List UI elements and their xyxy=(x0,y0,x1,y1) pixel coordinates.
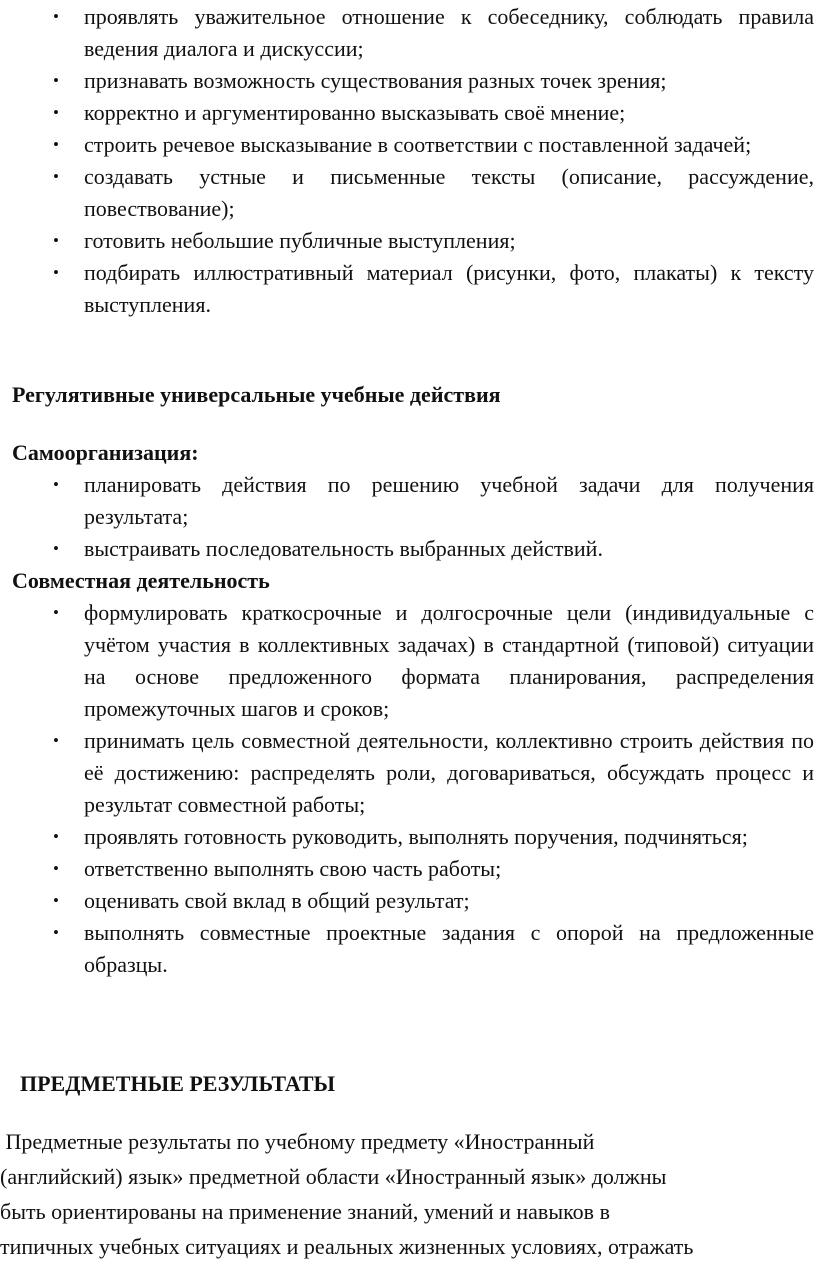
list-item: • признавать возможность существования разных точек зрения; xyxy=(0,65,816,97)
joint-activity-list xyxy=(0,597,816,981)
self-organization-list xyxy=(0,469,816,565)
paragraph-line: (английский) язык» предметной области «Иностранный язык» должны xyxy=(0,1164,667,1189)
list-item: • выполнять совместные проектные задания с опорой на предложенные образцы. xyxy=(0,917,816,981)
list-item: • готовить небольшие публичные выступления; xyxy=(0,225,816,257)
list-item: • проявлять готовность руководить, выполнять поручения, подчиняться; xyxy=(0,821,816,853)
list-item: • строить речевое высказывание в соответствии с поставленной задачей; xyxy=(0,129,816,161)
paragraph-line: быть ориентированы на применение знаний, умений и навыков в xyxy=(0,1199,610,1224)
subject-results-paragraph xyxy=(0,1124,816,1264)
regulative-actions-heading: Регулятивные универсальные учебные действия xyxy=(12,382,501,407)
list-item: • планировать действия по решению учебной задачи для получения результата; xyxy=(0,469,816,533)
self-organization-heading: Самоорганизация: xyxy=(12,440,199,465)
subject-results-heading: ПРЕДМЕТНЫЕ РЕЗУЛЬТАТЫ xyxy=(20,1071,336,1096)
list-item: • оценивать свой вклад в общий результат; xyxy=(0,885,816,917)
list-item: • проявлять уважительное отношение к собеседнику, соблюдать правила ведения диалога и дискуссии; xyxy=(0,1,816,65)
list-item: • принимать цель совместной деятельности, коллективно строить действия по её достижению: распределять роли, договариваться, обсуждать процесс и результат совместной работы; xyxy=(0,725,816,821)
communication-skills-list xyxy=(0,1,816,321)
list-item: • ответственно выполнять свою часть работы; xyxy=(0,853,816,885)
list-item: • формулировать краткосрочные и долгосрочные цели (индивидуальные с учётом участия в коллективных задачах) в стандартной (типовой) ситуации на основе предложенного формата планирования, распределения промежуточных шагов и сроков; xyxy=(0,597,816,725)
joint-activity-heading: Совместная деятельность xyxy=(12,568,270,593)
list-item: • создавать устные и письменные тексты (описание, рассуждение, повествование); xyxy=(0,161,816,225)
paragraph-line: Предметные результаты по учебному предмету «Иностранный xyxy=(0,1129,595,1154)
paragraph-line: типичных учебных ситуациях и реальных жизненных условиях, отражать xyxy=(0,1234,694,1259)
list-item: • корректно и аргументированно высказывать своё мнение; xyxy=(0,97,816,129)
list-item: • подбирать иллюстративный материал (рисунки, фото, плакаты) к тексту выступления. xyxy=(0,257,816,321)
list-item: • выстраивать последовательность выбранных действий. xyxy=(0,533,816,565)
